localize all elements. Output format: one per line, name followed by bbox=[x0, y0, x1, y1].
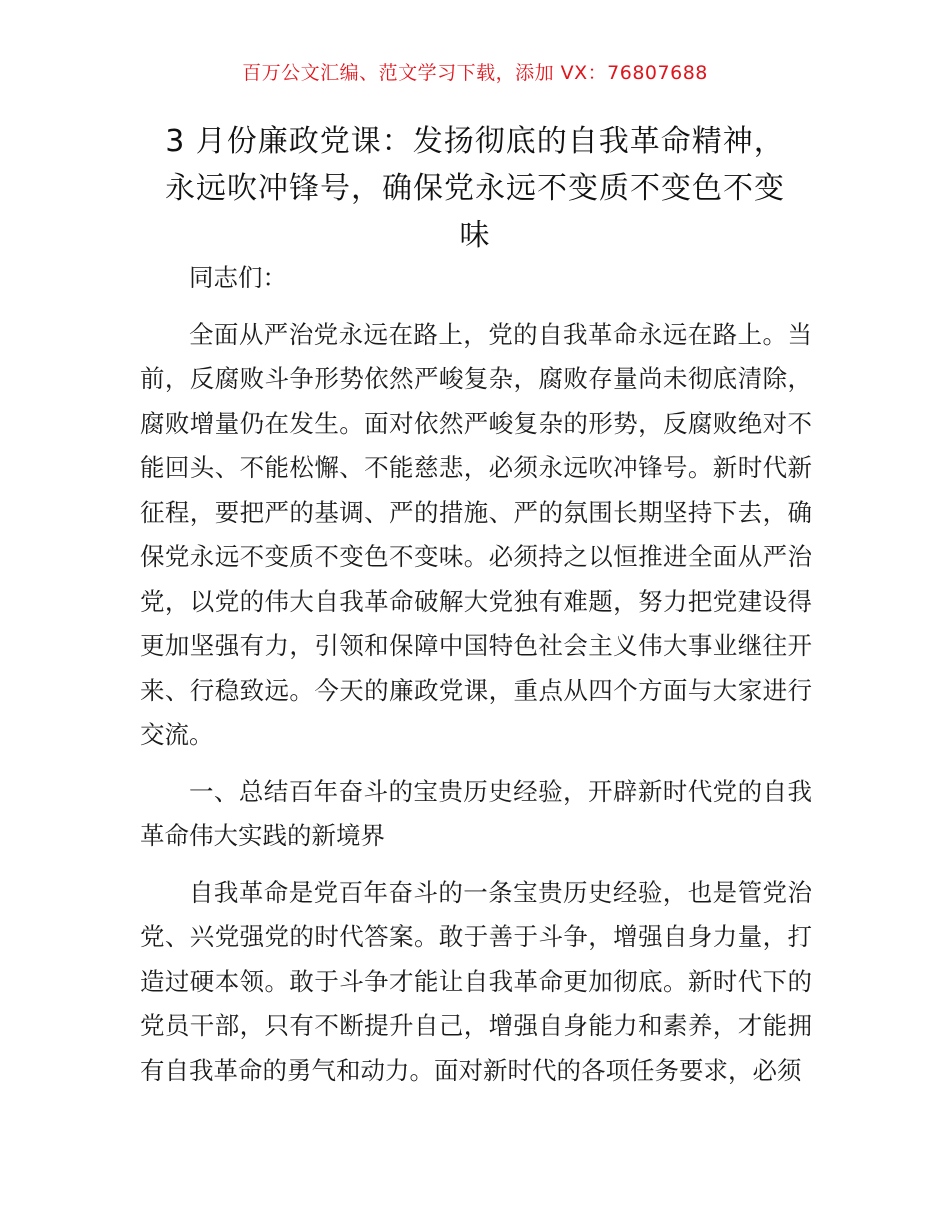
greeting: 同志们： bbox=[189, 263, 287, 292]
document-body bbox=[140, 256, 812, 1105]
document-title bbox=[120, 118, 830, 259]
paragraph-section-1: 自我革命是党百年奋斗的一条宝贵历史经验，也是管党治党、兴党强党的时代答案。敢于善于斗争，增强自身力量，打造过硬本领。敢于斗争才能让自我革命更加彻底。新时代下的党员干部，只有不断提升自己，增强自身能力和素养，才能拥有自我革命的勇气和动力。面对新时代的各项任务要求，必须 bbox=[140, 877, 812, 1085]
title-line: 永远吹冲锋号，确保党永远不变质不变色不变 bbox=[165, 171, 785, 206]
paragraph-intro: 全面从严治党永远在路上，党的自我革命永远在路上。当前，反腐败斗争形势依然严峻复杂，腐败存量尚未彻底清除，腐败增量仍在发生。面对依然严峻复杂的形势，反腐败绝对不能回头、不能松懈、不能慈悲，必须永远吹冲锋号。新时代新征程，要把严的基调、严的措施、严的氛围长期坚持下去，确保党永远不变质不变色不变味。必须持之以恒推进全面从严治党，以党的伟大自我革命破解大党独有难题，努力把党建设得更加坚强有力，引领和保障中国特色社会主义伟大事业继往开来、行稳致远。今天的廉政党课，重点从四个方面与大家进行交流。 bbox=[140, 319, 812, 749]
title-line: 味 bbox=[459, 218, 491, 253]
section-heading-1: 一、总结百年奋斗的宝贵历史经验，开辟新时代党的自我革命伟大实践的新境界 bbox=[140, 776, 812, 850]
header-banner: 百万公文汇编、范文学习下载，添加 VX：76807688 bbox=[242, 62, 708, 84]
title-line: 3 月份廉政党课：发扬彻底的自我革命精神， bbox=[165, 124, 785, 159]
